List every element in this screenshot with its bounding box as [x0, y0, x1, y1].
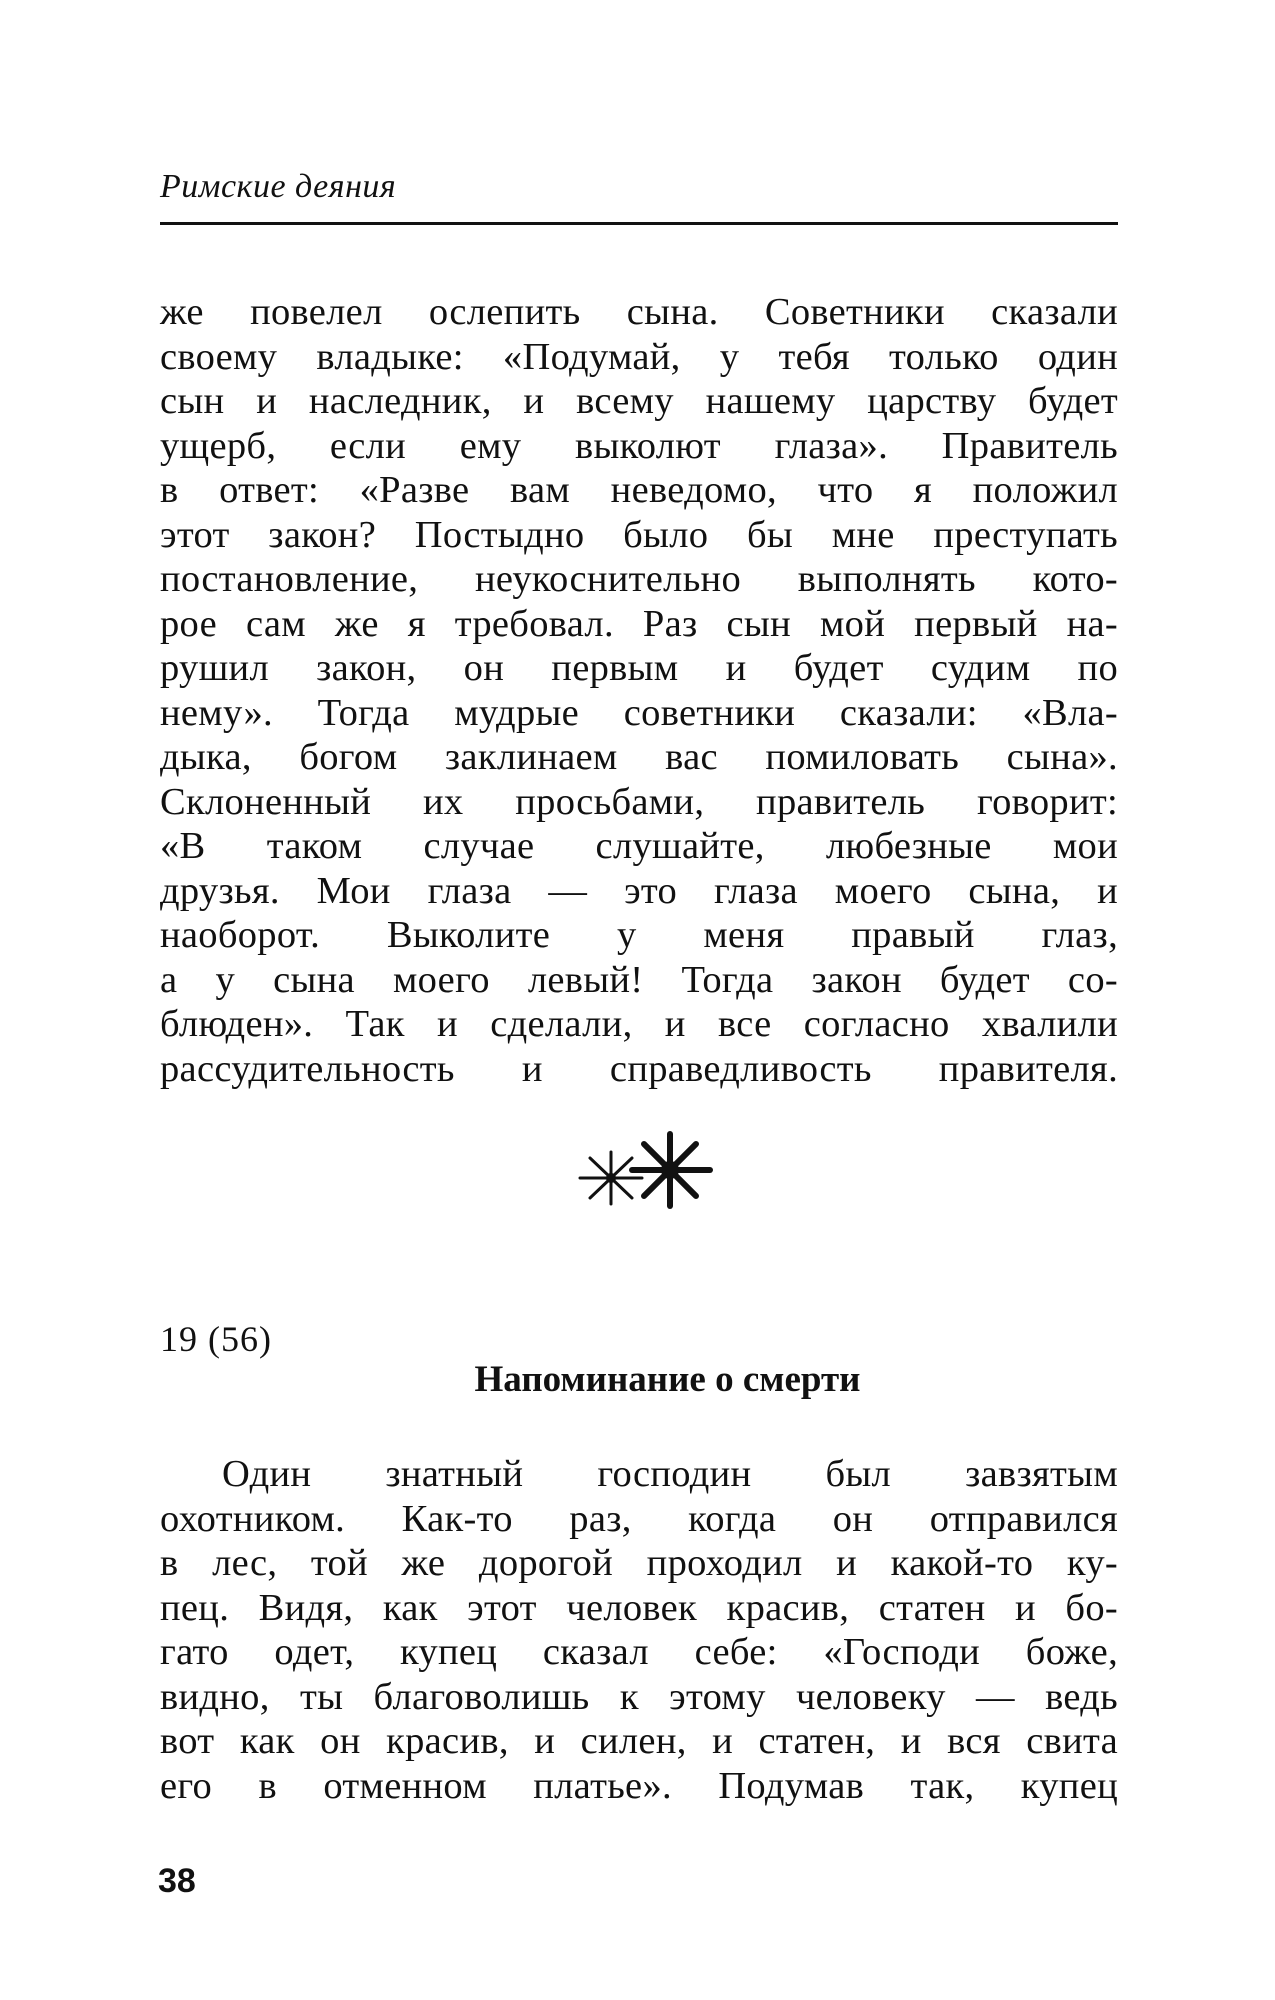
text-line: Склоненный их просьбами, правитель говорит:: [160, 780, 1118, 823]
text-line: ущерб, если ему выколют глаза». Правитель: [160, 424, 1118, 467]
text-line: рушил закон, он первым и будет судим по: [160, 647, 1118, 689]
text-line: сын и наследник, и всему нашему царству будет: [160, 380, 1118, 422]
text-line: рое сам же я требовал. Раз сын мой первый на-: [160, 602, 1118, 645]
text-line: нему». Тогда мудрые советники сказали: «Вла-: [160, 691, 1118, 734]
text-line: друзья. Мои глаза — это глаза моего сына, и: [160, 869, 1118, 912]
story-text: [160, 1452, 1118, 1808]
header-rule: [160, 222, 1118, 225]
text-line: же повелел ослепить сына. Советники сказали: [160, 291, 1118, 333]
text-line: гато одет, купец сказал себе: «Господи боже,: [160, 1631, 1118, 1673]
text-line: «В таком случае слушайте, любезные мои: [160, 825, 1118, 867]
text-line: пец. Видя, как этот человек красив, статен и бо-: [160, 1586, 1118, 1629]
double-asterism-ornament-icon: [570, 1130, 720, 1210]
text-line: в ответ: «Разве вам неведомо, что я положил: [160, 469, 1118, 511]
text-line: его в отменном платье». Подумав так, купец: [160, 1764, 1118, 1807]
text-line: постановление, неукоснительно выполнять кото-: [160, 558, 1118, 600]
text-line: в лес, той же дорогой проходил и какой-то ку-: [160, 1542, 1118, 1584]
continued-story-text: [160, 290, 1118, 1091]
text-line: вот как он красив, и силен, и статен, и вся свита: [160, 1720, 1118, 1762]
text-line: блюден». Так и сделали, и все согласно хвалили: [160, 1003, 1118, 1045]
story-title: Напоминание о смерти: [474, 1359, 861, 1400]
text-line: дыка, богом заклинаем вас помиловать сына».: [160, 736, 1118, 778]
text-line: своему владыке: «Подумай, у тебя только один: [160, 335, 1118, 378]
running-head: Римские деяния: [160, 168, 397, 205]
text-line: охотником. Как-то раз, когда он отправился: [160, 1497, 1118, 1540]
text-line: рассудительность и справедливость правителя.: [160, 1047, 1118, 1090]
story-number: 19 (56): [160, 1319, 272, 1359]
text-line: а у сына моего левый! Тогда закон будет со-: [160, 958, 1118, 1001]
text-line: этот закон? Постыдно было бы мне преступать: [160, 513, 1118, 556]
text-line: видно, ты благоволишь к этому человеку — ведь: [160, 1675, 1118, 1718]
text-line: Один знатный господин был завзятым: [222, 1453, 1118, 1495]
text-line: наоборот. Выколите у меня правый глаз,: [160, 914, 1118, 956]
page-number: 38: [158, 1862, 196, 1900]
